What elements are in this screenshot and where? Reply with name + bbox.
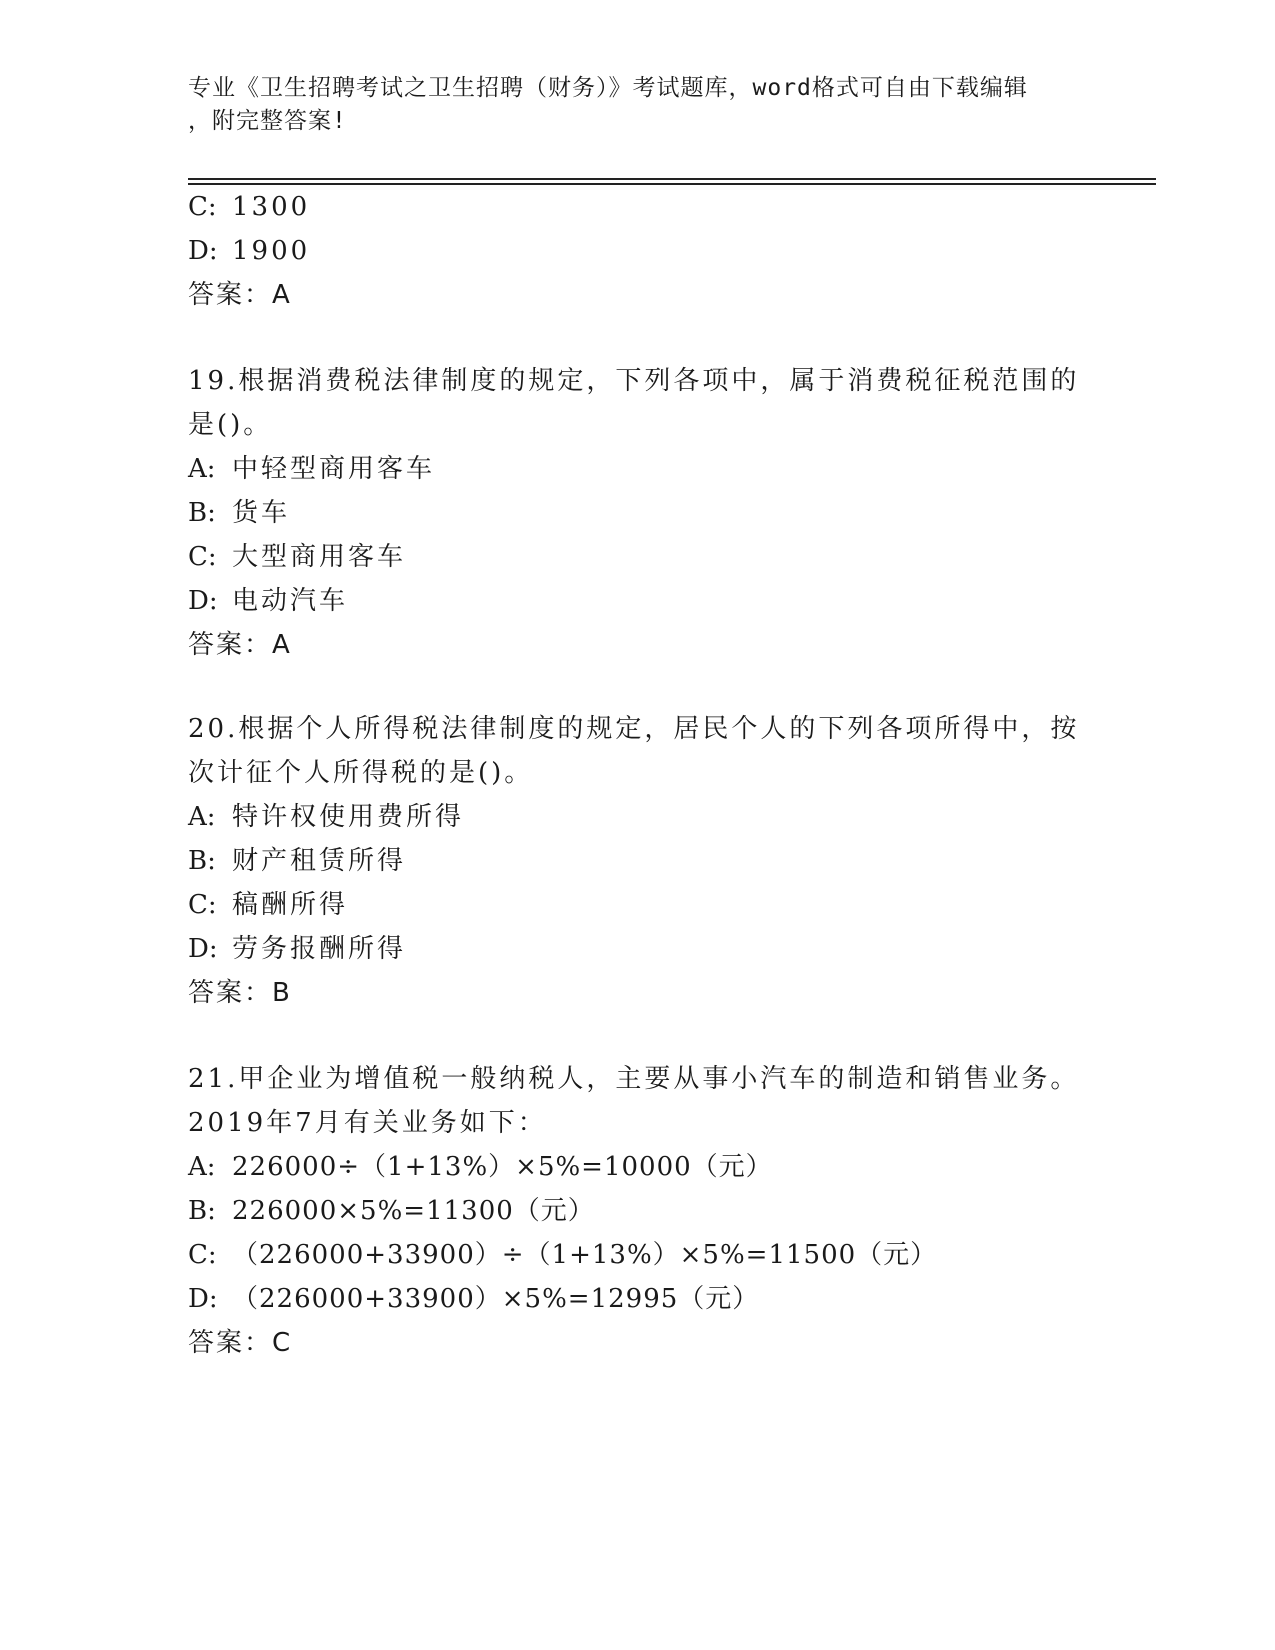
option-letter: B:	[188, 1196, 216, 1226]
option-text: 货车	[232, 498, 291, 528]
question-stem: 20.根据个人所得税法律制度的规定，居民个人的下列各项所得中，按	[188, 714, 1080, 744]
option-text: 1900	[232, 236, 311, 266]
option-letter: D:	[188, 934, 218, 964]
option-row	[188, 1150, 773, 1184]
answer-line: 答案：A	[188, 280, 292, 310]
option-text: 财产租赁所得	[232, 846, 407, 876]
answer-line: 答案：B	[188, 978, 292, 1008]
question-stem: 次计征个人所得税的是()。	[188, 758, 534, 788]
option-row	[188, 1282, 759, 1316]
option-text: 特许权使用费所得	[232, 802, 465, 832]
option-letter: A:	[188, 802, 216, 832]
option-row	[188, 800, 464, 834]
option-letter: C:	[188, 890, 217, 920]
option-row	[188, 1194, 595, 1228]
option-row	[188, 452, 435, 486]
option-text: （226000+33900）×5%=12995（元）	[232, 1284, 760, 1314]
option-letter: C:	[188, 542, 217, 572]
option-row	[188, 1238, 937, 1272]
option-row	[188, 190, 310, 224]
header-line-2: ，附完整答案!	[188, 108, 347, 134]
option-text: 226000÷（1+13%）×5%=10000（元）	[232, 1152, 773, 1182]
option-text: 大型商用客车	[232, 542, 407, 572]
answer-line: 答案：C	[188, 1328, 293, 1358]
option-letter: C:	[188, 1240, 217, 1270]
question-stem: 是()。	[188, 410, 273, 440]
header-rule-top	[188, 178, 1156, 180]
option-text: 226000×5%=11300（元）	[232, 1196, 595, 1226]
question-stem: 21.甲企业为增值税一般纳税人，主要从事小汽车的制造和销售业务。	[188, 1064, 1080, 1094]
question-stem: 2019年7月有关业务如下：	[188, 1108, 547, 1138]
option-text: （226000+33900）÷（1+13%）×5%=11500（元）	[232, 1240, 938, 1270]
option-row	[188, 888, 348, 922]
header-line-1: 专业《卫生招聘考试之卫生招聘（财务）》考试题库，word格式可自由下载编辑	[188, 75, 1028, 101]
option-letter: D:	[188, 586, 218, 616]
option-row	[188, 844, 406, 878]
option-letter: C:	[188, 192, 217, 222]
option-letter: B:	[188, 846, 216, 876]
option-row	[188, 540, 406, 574]
answer-line: 答案：A	[188, 630, 292, 660]
option-text: 中轻型商用客车	[232, 454, 436, 484]
option-letter: A:	[188, 1152, 216, 1182]
option-letter: D:	[188, 1284, 218, 1314]
header-rule-bottom	[188, 183, 1156, 185]
option-letter: D:	[188, 236, 218, 266]
option-text: 1300	[232, 192, 311, 222]
option-text: 电动汽车	[232, 586, 349, 616]
option-row	[188, 932, 406, 966]
option-row	[188, 234, 310, 268]
question-stem: 19.根据消费税法律制度的规定，下列各项中，属于消费税征税范围的	[188, 366, 1080, 396]
option-row	[188, 584, 348, 618]
option-text: 劳务报酬所得	[232, 934, 407, 964]
option-text: 稿酬所得	[232, 890, 349, 920]
option-row	[188, 496, 290, 530]
option-letter: B:	[188, 498, 216, 528]
option-letter: A:	[188, 454, 216, 484]
document-header	[188, 72, 1088, 138]
